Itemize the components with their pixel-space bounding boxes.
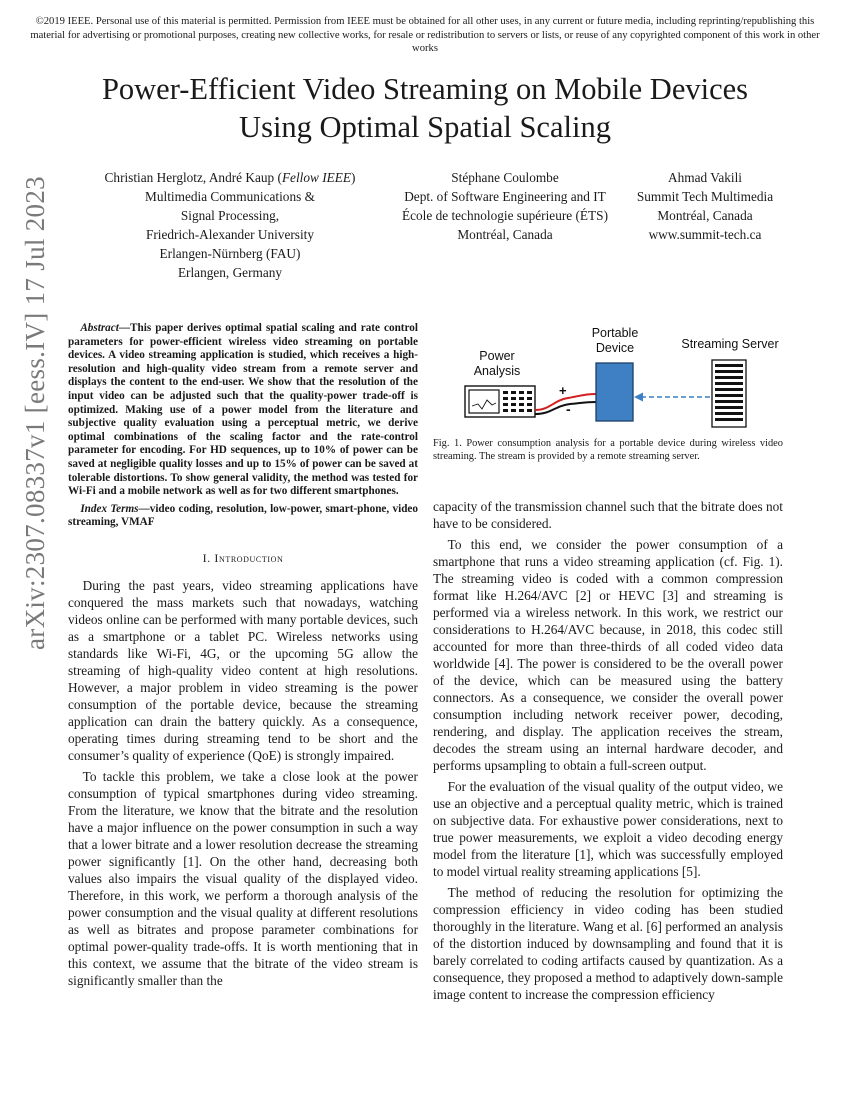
server-icon [712,360,746,427]
figure-caption: Fig. 1. Power consumption analysis for a portable device during wireless video streaming. The stream is provided by a remote streaming server. [433,438,783,462]
paragraph: To this end, we consider the power consumption of a smartphone that runs a video streaming application (cf. Fig. 1). The streaming video is coded with a common compression format like H.264/AVC [2] or HEVC [3] and streaming is performed via a wireless network. In this work, we restrict our considerations to H.264/AVC because, in 2018, this codec still accounted for more than three-thirds of all coded video data worldwide [4]. The power is considered to be the overall power of the device, which can be measured using the battery connectors. As a consequence, we consider the overall power consumption including network receiver power, decoding, rendering, and display. The application receives the stream, decodes the stream using an internal hardware decoder, and performs upsampling to obtain a full-screen output. [433,537,783,773]
paragraph: capacity of the transmission channel such that the bitrate does not have to be considered. [433,499,783,531]
label-streaming-server: Streaming Server [681,337,779,351]
affiliation-line: Summit Tech Multimedia [636,189,774,204]
affiliation-line: Erlangen, Germany [177,265,283,280]
arxiv-stamp: arXiv:2307.08337v1 [eess.IV] 17 Jul 2023 [20,176,50,650]
author-name: Ahmad Vakili [668,170,742,185]
affiliation-line: www.summit-tech.ca [648,227,762,242]
plus-sign: + [559,383,567,398]
left-column [68,322,418,989]
affiliation-line: Multimedia Communications & [145,189,315,204]
affiliation-line: Erlangen-Nürnberg (FAU) [159,246,301,261]
portable-device-icon [596,363,633,421]
author-block-ets [380,168,630,244]
figure-1 [432,318,784,436]
power-analyzer-icon [465,386,535,417]
paragraph: During the past years, video streaming applications have conquered the mass markets such that nowadays, watching videos online can be performed with many portable devices, such as a smartphone or a tablet PC. Wireless networks using standards like Wi-Fi, 4G, or the upcoming 5G allow the streaming of high-quality video content at high resolutions. However, a major problem in video streaming is the power consumption of the portable device, because the streaming application can drain the battery quickly. As a consequence, operating times during streaming tend to be short and the consumer’s quality of experience (QoE) is strongly impaired. [68,577,418,763]
paragraph: To tackle this problem, we take a close look at the power consumption of typical smartphones during video streaming. From the literature, we know that the bitrate and the resolution have a major influence on the power consumption in such a way that a lower bitrate and a lower resolution decrease the streaming power significantly [1]. On the other hand, decreasing both values also impairs the visual quality of the displayed video. Therefore, in this work, we perform a thorough analysis of the power consumption and the visual quality at different resolutions as well as bitrates and propose parameter combinations for optimal power-quality trade-offs. It is worth mentioning that in this context, we assume that the bitrate of the video stream is significantly smaller than the [68,768,418,988]
author-name: Stéphane Coulombe [451,170,559,185]
paragraph: The method of reducing the resolution for optimizing the compression efficiency in video coding has been studied thoroughly in the literature. Wang et al. [6] performed an analysis of the distortion induced by downsampling and found that it is barely correlated to coding artifacts caused by quantization. As a consequence, they proposed a method to adaptively down-sample image content to increase the compression efficiency [433,885,783,1002]
section-heading: I. Introduction [202,550,284,565]
label-portable-device: Portable Device [591,326,639,355]
copyright-notice: ©2019 IEEE. Personal use of this material is permitted. Permission from IEEE must be obtained for all other uses, in any current or future media, including reprinting/republishing this material for advertising or promotional purposes, creating new collective works, for resale or redistribution to servers or lists, or reuse of any copyrighted component of this work in other works [30,16,820,55]
author-block-fau [80,168,380,282]
affiliation-line: École de technologie supérieure (ÉTS) [401,208,609,223]
minus-sign: - [566,401,571,417]
affiliation-line: Montréal, Canada [457,227,553,242]
affiliation-line: Signal Processing, [180,208,280,223]
affiliation-line: Friedrich-Alexander University [145,227,314,242]
title-line-1: Power-Efficient Video Streaming on Mobile Devices [101,72,749,106]
paragraph: For the evaluation of the visual quality of the output video, we use an objective and a perceptual quality metric, which is trained on subjective data. For exhaustive power considerations, next to true power measurements, we exploit a video decoding energy model from the literature [1], which was successfully employed to model virtual reality streaming applications [5]. [433,779,783,879]
abstract: Abstract—This paper derives optimal spatial scaling and rate control parameters for power-efficient wireless video streaming on portable devices. A video streaming application is studied, which receives a high-resolution and high-quality video stream from a remote server and displays the content to the end-user. We show that the resolution of the input video can be adjusted such that the quality-power trade-off is optimized. Making use of a power model from the literature and subjective quality evaluation using a perceptual metric, we derive optimal combinations of the scaling factor and the rate-control parameter for encoding. For HD sequences, up to 10% of power can be saved at negligible quality losses and up to 15% of power can be saved at tolerable distortions. To show general validity, the method was tested for Wi-Fi and a mobile network as well as for two different smartphones. [68,322,418,498]
arrow-head [634,393,643,402]
paper-title [0,70,850,146]
affiliation-line: Dept. of Software Engineering and IT [404,189,606,204]
title-line-2: Using Optimal Spatial Scaling [239,110,611,144]
right-column [433,498,783,1003]
affiliation-line: Montréal, Canada [657,208,753,223]
figure-diagram [432,318,784,436]
index-terms: Index Terms—video coding, resolution, low-power, smart-phone, video streaming, VMAF [68,502,418,529]
label-power-analysis: Power Analysis [473,349,521,378]
author-name: Christian Herglotz, André Kaup (Fellow IEEE) [104,170,356,185]
author-block-summit [615,168,795,244]
